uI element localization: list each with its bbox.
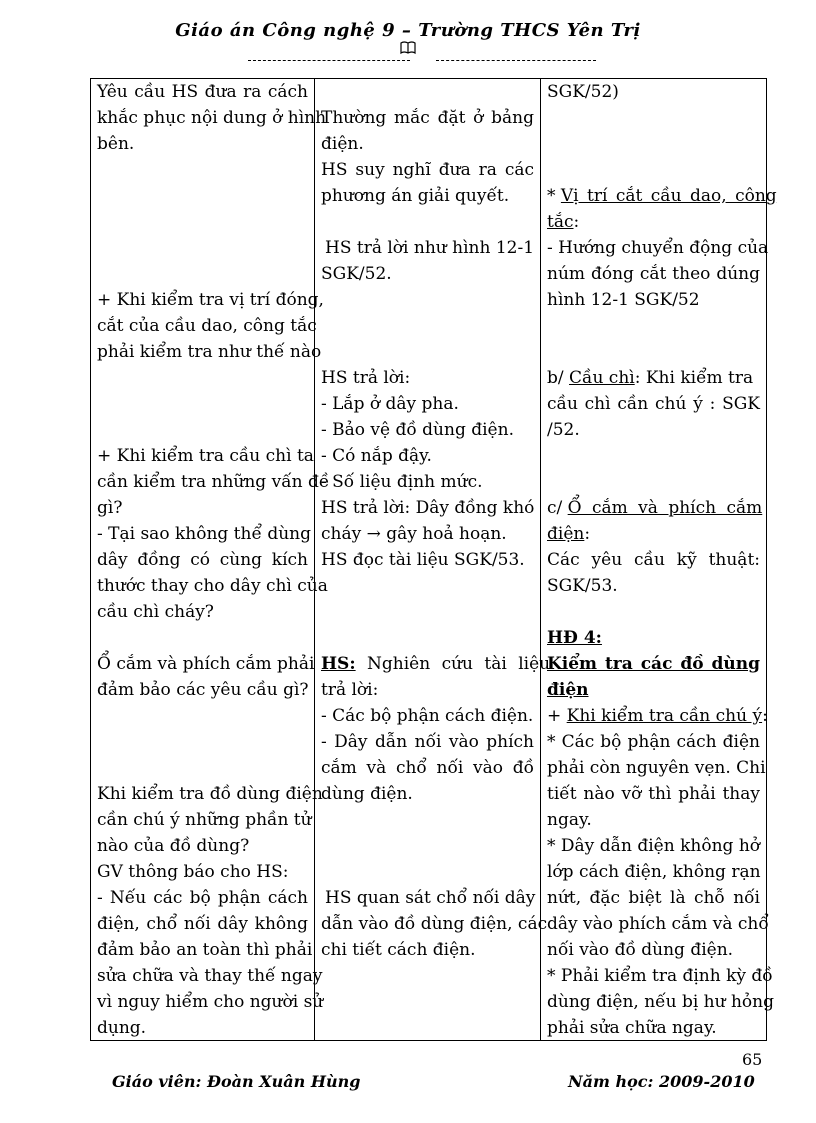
text-line [547,521,760,547]
text-line: SGK/53. [547,576,618,596]
text-line: nứt, đặc biệt là chỗ nối [547,888,760,908]
teacher-activity-column [91,79,330,1041]
text-line: điện, chổ nối dây không [97,914,308,934]
book-icon [0,41,816,58]
text-line: dẫn vào đồ dùng điện, các [321,914,548,934]
hs-label: HS: [321,654,356,674]
text-line: vì nguy hiểm cho người sử [97,992,324,1012]
text-line: cháy → gây hoả hoạn. [321,524,507,544]
text-line: Thường mắc đặt ở bảng [321,108,534,128]
text-line: đảm bảo an toàn thì phải [97,940,313,960]
text-line: HS trả lời: [321,368,411,388]
text-line: dùng điện, nếu bị hư hỏng [547,992,775,1012]
text-line: * Các bộ phận cách điện [547,732,760,752]
activity-title: Kiểm tra các đồ dùng [547,654,760,674]
text-line: phải kiểm tra như thế nào [97,342,322,362]
text-line: + Khi kiểm tra vị trí đóng, [97,290,324,310]
text-line [547,183,777,209]
activity-title: điện [547,680,589,700]
header-divider-right [436,60,596,61]
text-line: thước thay cho dây chì của [97,576,328,596]
text-line: - Số liệu định mức. [321,472,483,492]
text-line: phải sửa chữa ngay. [547,1018,717,1038]
lesson-table [90,78,777,1041]
text-line: GV thông báo cho HS: [97,862,289,882]
text-line: SGK/52) [547,82,619,102]
text-line: - Các bộ phận cách điện. [321,706,534,726]
text-line [547,703,768,729]
student-activity-column [315,79,551,1041]
text-line: - Bảo vệ đồ dùng điện. [321,420,514,440]
text-fragment: : [762,706,768,726]
text-line: - Lắp ở dây pha. [321,394,459,414]
text-line: * Phải kiểm tra định kỳ đồ [547,966,773,986]
text-line: hình 12-1 SGK/52 [547,290,700,310]
text-line: cầu chì cần chú ý : SGK [547,394,760,414]
text-line: /52. [547,420,580,440]
text-line: - Nếu các bộ phận cách [97,888,308,908]
text-line: trả lời: [321,680,379,700]
text-line: dụng. [97,1018,147,1038]
text-line [547,365,760,391]
text-line: lớp cách điện, không rạn [547,862,761,882]
text-line: dây vào phích cắm và chổ [547,914,769,934]
section-heading: Cầu chì [569,368,635,388]
section-heading: Ổ cắm và phích cắm [567,498,763,518]
text-fragment: : [573,212,580,232]
text-line: đảm bảo các yêu cầu gì? [97,680,309,700]
text-fragment: : Khi kiểm tra [634,368,754,388]
text-line: HS quan sát chổ nối dây [325,888,536,908]
text-line: sửa chữa và thay thế ngay [97,966,323,986]
text-line: dây đồng có cùng kích [97,550,308,570]
section-heading: điện [547,524,585,544]
text-line: nối vào đồ dùng điện. [547,940,734,960]
text-line: Yêu cầu HS đưa ra cách [97,82,308,102]
section-heading: Khi kiểm tra cần chú ý [566,706,763,726]
text-line: núm đóng cắt theo dúng [547,264,760,284]
text-line: - Hướng chuyển động của [547,238,769,258]
text-line: + Khi kiểm tra cầu chì ta [97,446,314,466]
text-line: cần chú ý những phần tử [97,810,312,830]
page-header-title: Giáo án Công nghệ 9 – Trường THCS Yên Trị [175,20,641,41]
text-fragment: b/ [547,368,570,388]
text-line: - Dây dẫn nối vào phích [321,732,534,752]
text-line: ngay. [547,810,592,830]
section-heading: tắc [547,212,574,232]
text-line [547,495,763,521]
text-fragment: : [584,524,591,544]
section-heading: Vị trí cắt cầu dao, công [560,186,777,206]
text-line: HS suy nghĩ đưa ra các [321,160,534,180]
text-line: * Dây dẫn điện không hở [547,836,760,856]
text-line: cần kiểm tra những vấn đề [97,472,330,492]
text-line: HS trả lời như hình 12-1 [325,238,535,258]
text-line: Ổ cắm và phích cắm phải [97,654,315,674]
activity-heading: HĐ 4: [547,628,602,648]
text-line: HS đọc tài liệu SGK/53. [321,550,525,570]
text-line: SGK/52. [321,264,392,284]
text-line: nào của đồ dùng? [97,836,250,856]
text-line: cắm và chổ nối vào đồ [321,758,534,778]
text-line: bên. [97,134,135,154]
text-line: khắc phục nội dung ở hình [97,108,327,128]
text-line: dùng điện. [321,784,413,804]
table-row [91,79,767,1041]
text-line [547,209,760,235]
text-line: tiết nào vỡ thì phải thay [547,784,760,804]
footer-school-year: Năm học: 2009-2010 [568,1072,755,1091]
text-line: Các yêu cầu kỹ thuật: [547,550,760,570]
text-line: điện. [321,134,364,154]
text-line: Khi kiểm tra đồ dùng điện [97,784,323,804]
text-fragment: Nghiên cứu tài liệu [355,654,551,674]
text-fragment: * [547,186,561,206]
page-number: 65 [742,1050,763,1069]
content-column [541,79,777,1041]
text-line [321,651,551,677]
text-line: HS trả lời: Dây đồng khó [321,498,535,518]
header-divider-left [248,60,410,61]
text-line: - Tại sao không thể dùng [97,524,311,544]
text-fragment: + [547,706,567,726]
text-line: - Có nắp đậy. [321,446,432,466]
text-line: gì? [97,498,123,518]
text-line: phương án giải quyết. [321,186,510,206]
text-fragment: c/ [547,498,568,518]
text-line: chi tiết cách điện. [321,940,476,960]
text-line: phải còn nguyên vẹn. Chi [547,758,766,778]
text-line: cầu chì cháy? [97,602,214,622]
footer-teacher: Giáo viên: Đoàn Xuân Hùng [112,1072,361,1091]
text-line: cắt của cầu dao, công tắc [97,316,317,336]
